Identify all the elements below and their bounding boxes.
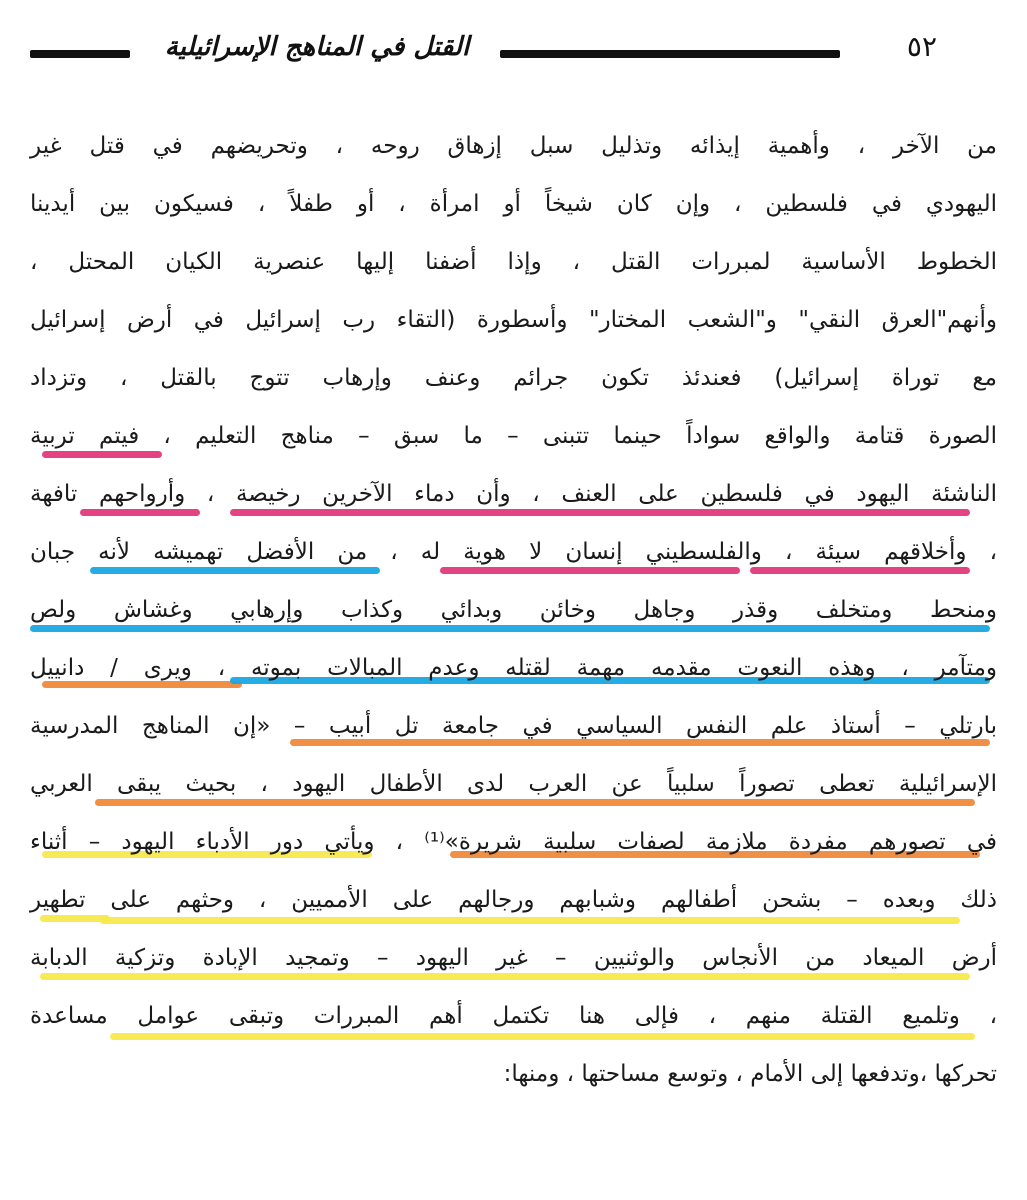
text-line: ، وأخلاقهم سيئة ، والفلسطيني إنسان لا هوية له ، من الأفضل تهميشه لأنه جبان xyxy=(30,531,997,589)
pink-underline xyxy=(440,567,740,574)
text-line: تحركها ،وتدفعها إلى الأمام ، وتوسع مساحتها ، ومنها: xyxy=(503,1061,997,1087)
text-line: أرض الميعاد من الأنجاس والوثنيين – غير اليهود – وتمجيد الإبادة وتزكية الدبابة xyxy=(30,937,997,995)
text-line: ومنحط ومتخلف وقذر وجاهل وخائن وبدائي وكذاب وإرهابي وغشاش ولص xyxy=(30,589,997,647)
text-line: ذلك وبعده – بشحن أطفالهم وشبابهم ورجالهم على الأمميين ، وحثهم على تطهير xyxy=(30,879,997,937)
header-rule-left xyxy=(30,50,130,58)
pink-underline xyxy=(42,451,162,458)
text-line: وأنهم"العرق النقي" و"الشعب المختار" وأسطورة (التقاء رب إسرائيل في أرض إسرائيل xyxy=(30,307,997,333)
text-line: من الآخر ، وأهمية إيذائه وتذليل سبل إزهاق روحه ، وتحريضهم في قتل غير xyxy=(30,133,997,159)
text-line: الإسرائيلية تعطى تصوراً سلبياً عن العرب لدى الأطفال اليهود ، بحيث يبقى العربي xyxy=(30,763,997,821)
orange-underline xyxy=(95,799,975,806)
body-text xyxy=(30,125,997,1111)
text-line: الخطوط الأساسية لمبررات القتل ، وإذا أضفنا إليها عنصرية الكيان المحتل ، xyxy=(30,249,997,275)
orange-underline xyxy=(290,739,990,746)
header-title: القتل في المناهج الإسرائيلية xyxy=(164,32,470,62)
page-header xyxy=(30,28,997,78)
text-line: مع توراة إسرائيل) فعندئذ تكون جرائم وعنف وإرهاب تتوج بالقتل ، وتزداد xyxy=(30,365,997,391)
text-line: بارتلي – أستاذ علم النفس السياسي في جامعة تل أبيب – «إن المناهج المدرسية xyxy=(30,705,997,763)
yellow-underline xyxy=(100,917,960,924)
pink-underline xyxy=(750,567,970,574)
text-line: ، وتلميع القتلة منهم ، فإلى هنا تكتمل أهم المبررات وتبقى عوامل مساعدة xyxy=(30,995,997,1053)
text-line: الناشئة اليهود في فلسطين على العنف ، وأن دماء الآخرين رخيصة ، وأرواحهم تافهة xyxy=(30,473,997,531)
header-rule-middle xyxy=(500,50,840,58)
blue-underline xyxy=(90,567,380,574)
text-line: اليهودي في فلسطين ، وإن كان شيخاً أو امرأة ، أو طفلاً ، فسيكون بين أيدينا xyxy=(30,191,997,217)
text-line: في تصورهم مفردة ملازمة لصفات سلبية شريرة»⁽¹⁾ ، ويأتي دور الأدباء اليهود – أثناء xyxy=(30,821,997,879)
yellow-underline xyxy=(40,973,970,980)
pink-underline xyxy=(230,509,970,516)
orange-underline xyxy=(42,681,242,688)
text-line: ومتآمر ، وهذه النعوت مقدمه مهمة لقتله وعدم المبالات بموته ، ويرى / دانييل xyxy=(30,647,997,705)
yellow-underline xyxy=(110,1033,975,1040)
pink-underline xyxy=(80,509,200,516)
text-line: الصورة قتامة والواقع سواداً حينما تتبنى – ما سبق – مناهج التعليم ، فيتم تربية xyxy=(30,415,997,473)
page-number: ٥٢ xyxy=(906,30,937,63)
blue-underline xyxy=(30,625,990,632)
